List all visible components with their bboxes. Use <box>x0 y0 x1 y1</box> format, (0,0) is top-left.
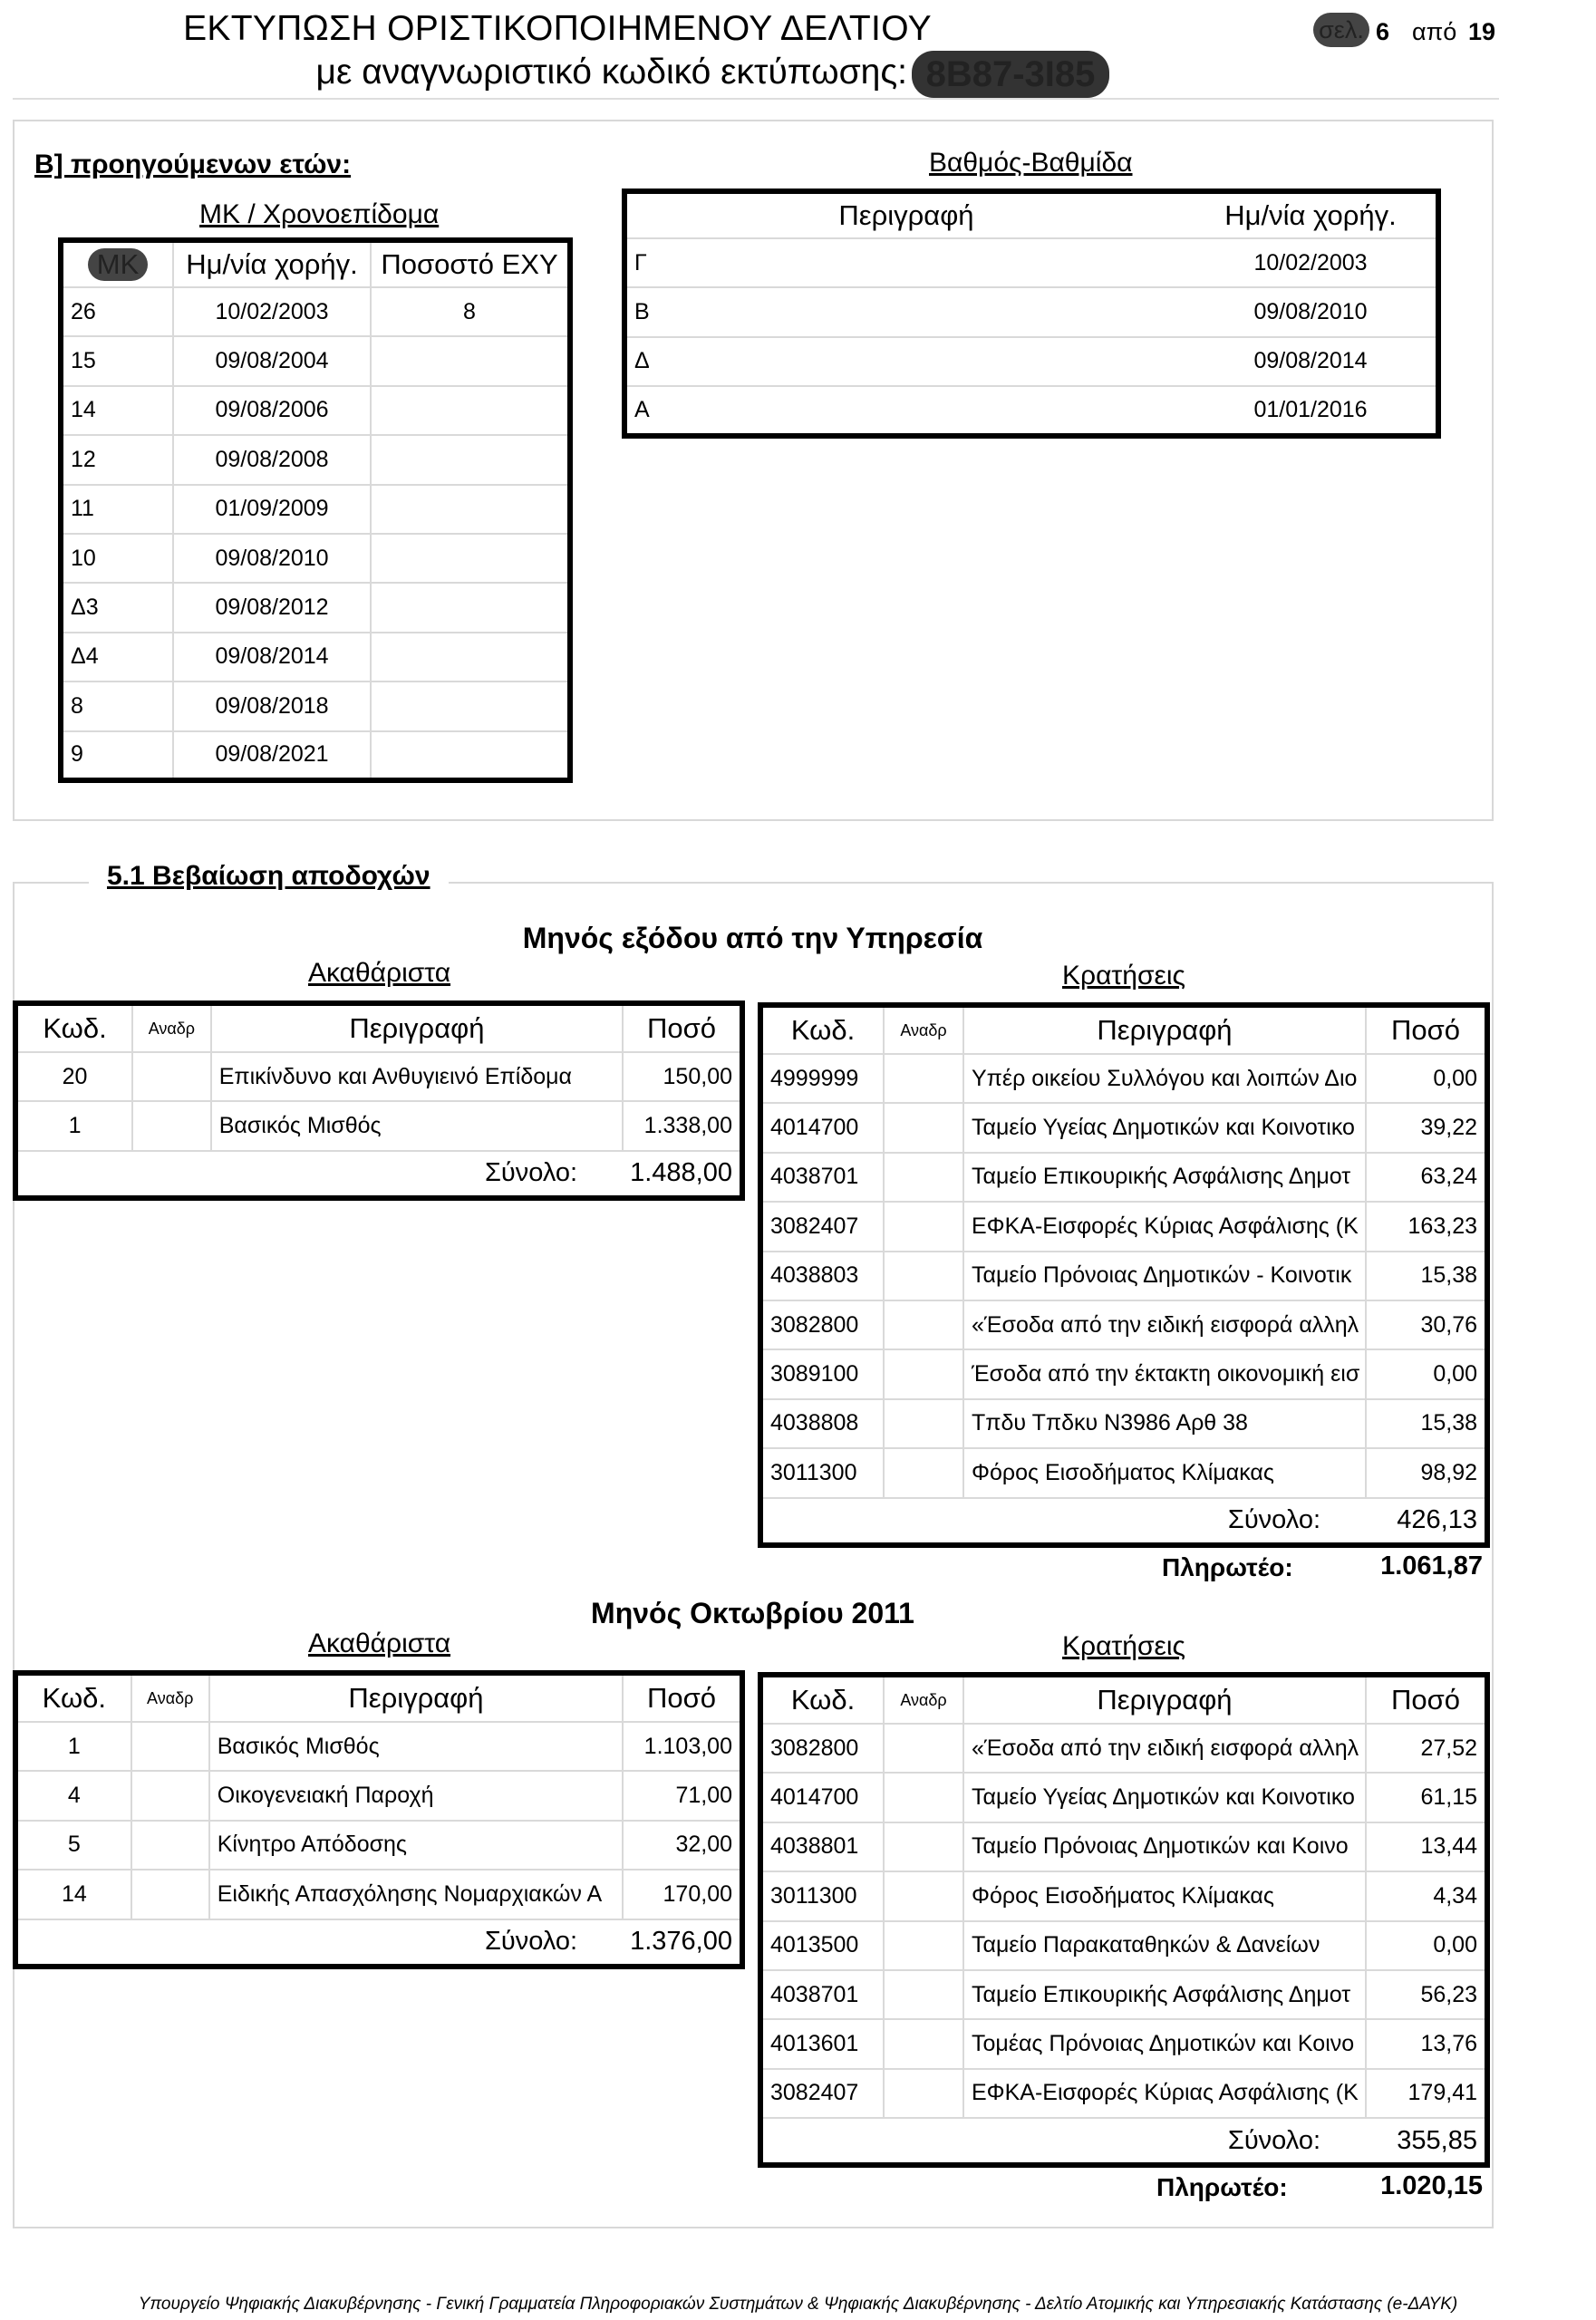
ded-row-retro <box>884 1252 963 1300</box>
gross-col-retro: Αναδρ <box>132 1003 211 1052</box>
ded-row-retro <box>884 1103 963 1152</box>
grade-date: 10/02/2003 <box>1185 238 1438 287</box>
grade-row <box>624 287 1438 336</box>
ded-row <box>760 1773 1487 1822</box>
ded-total-value: 426,13 <box>1366 1498 1487 1545</box>
month2-deductions-title: Κρατήσεις <box>1062 1631 1185 1661</box>
gross-row-description: Κίνητρο Απόδοσης <box>209 1821 623 1870</box>
mk-row <box>61 435 570 484</box>
mk-percent <box>371 731 570 780</box>
mk-percent <box>371 583 570 632</box>
gross-col-code: Κωδ. <box>42 1682 107 1714</box>
ded-row-description: Υπέρ οικείου Συλλόγου και λοιπών Διο <box>963 1054 1366 1103</box>
ded-row-description: Ταμείο Υγείας Δημοτικών και Κοινοτικο <box>963 1773 1366 1822</box>
month1-pay-total: 1.061,87 <box>1380 1552 1483 1580</box>
gross-total-label: Σύνολο: <box>15 1919 623 1967</box>
gross-total-value: 1.488,00 <box>623 1151 742 1198</box>
print-code-badge: 8B87-3I85 <box>912 51 1109 98</box>
mk-row <box>61 287 570 336</box>
ded-row-code: 4038803 <box>760 1252 884 1300</box>
ded-row-code: 3011300 <box>760 1871 884 1920</box>
ded-row-retro <box>884 1773 963 1822</box>
mk-percent <box>371 682 570 730</box>
mk-row <box>61 583 570 632</box>
gross-row-amount: 32,00 <box>623 1821 742 1870</box>
ded-row-code: 4038801 <box>760 1822 884 1871</box>
ded-row-amount: 15,38 <box>1366 1399 1487 1448</box>
mk-code: 8 <box>61 682 173 730</box>
grade-desc: Δ <box>624 337 1185 386</box>
mk-code: 10 <box>61 534 173 583</box>
ded-row-description: Φόρος Εισοδήματος Κλίμακας <box>963 1871 1366 1920</box>
mk-percent: 8 <box>371 287 570 336</box>
ded-row-description: «Έσοδα από την ειδική εισφορά αλληλ <box>963 1724 1366 1773</box>
ded-row-description: Φόρος Εισοδήματος Κλίμακας <box>963 1448 1366 1497</box>
mk-percent <box>371 633 570 682</box>
ded-total-row <box>760 1498 1487 1545</box>
ded-row-amount: 179,41 <box>1366 2069 1487 2118</box>
mk-date: 09/08/2008 <box>173 435 371 484</box>
ded-row <box>760 1724 1487 1773</box>
grade-desc: Α <box>624 386 1185 435</box>
ded-col-code: Κωδ. <box>790 1014 856 1046</box>
gross-row-amount: 1.103,00 <box>623 1722 742 1771</box>
ded-row-code: 3011300 <box>760 1448 884 1497</box>
ded-col-description: Περιγραφή <box>963 1675 1366 1724</box>
mk-code: 14 <box>61 386 173 435</box>
mk-date: 09/08/2010 <box>173 534 371 583</box>
gross-row-code: 20 <box>15 1052 132 1101</box>
ded-row-code: 4038701 <box>760 1153 884 1202</box>
ded-total-label: Σύνολο: <box>760 1498 1366 1545</box>
ded-col-retro: Αναδρ <box>884 1005 963 1054</box>
gross-col-amount: Ποσό <box>623 1673 742 1722</box>
mk-row <box>61 336 570 385</box>
ded-row <box>760 1153 1487 1202</box>
ded-col-amount: Ποσό <box>1366 1675 1487 1724</box>
ded-row-amount: 0,00 <box>1366 1349 1487 1398</box>
grade-desc: Β <box>624 287 1185 336</box>
gross-row-amount: 150,00 <box>623 1052 742 1101</box>
gross-row-description: Βασικός Μισθός <box>211 1101 623 1150</box>
grade-date: 09/08/2010 <box>1185 287 1438 336</box>
mk-row <box>61 534 570 583</box>
ded-row-retro <box>884 2069 963 2118</box>
print-code-label: με αναγνωριστικό κωδικό εκτύπωσης: <box>315 53 907 92</box>
gross-col-amount: Ποσό <box>623 1003 742 1052</box>
ded-row-retro <box>884 1448 963 1497</box>
ded-header-row <box>760 1675 1487 1724</box>
ded-row <box>760 1252 1487 1300</box>
month1-pay-label: Πληρωτέο: <box>1162 1553 1293 1581</box>
ded-row-retro <box>884 2019 963 2068</box>
mk-date: 09/08/2006 <box>173 386 371 435</box>
mk-percent <box>371 435 570 484</box>
ded-row-description: ΕΦΚΑ-Εισφορές Κύριας Ασφάλισης (Κ <box>963 1202 1366 1251</box>
ded-row-amount: 98,92 <box>1366 1448 1487 1497</box>
ded-row-amount: 30,76 <box>1366 1300 1487 1349</box>
mk-code: Δ4 <box>61 633 173 682</box>
ded-row <box>760 2019 1487 2068</box>
ded-row <box>760 1054 1487 1103</box>
ded-row <box>760 1822 1487 1871</box>
page-number: 6 <box>1376 18 1390 45</box>
gross-row-retro <box>131 1821 209 1870</box>
gross-row-code: 4 <box>15 1771 131 1820</box>
gross-row-retro <box>132 1052 211 1101</box>
ded-row-retro <box>884 1399 963 1448</box>
ded-row-retro <box>884 1724 963 1773</box>
ded-row <box>760 1300 1487 1349</box>
ded-total-row <box>760 2118 1487 2165</box>
gross-total-label: Σύνολο: <box>15 1151 623 1198</box>
gross-row-description: Οικογενειακή Παροχή <box>209 1771 623 1820</box>
ded-row-description: Τομέας Πρόνοιας Δημοτικών και Κοινο <box>963 2019 1366 2068</box>
ded-row <box>760 1103 1487 1152</box>
ded-row-code: 4013500 <box>760 1921 884 1970</box>
mk-col-date: Ημ/νία χορήγ. <box>173 240 371 287</box>
mk-row <box>61 386 570 435</box>
ded-row-retro <box>884 1921 963 1970</box>
mk-table <box>58 237 573 783</box>
grade-table-title: Βαθμός-Βαθμίδα <box>929 148 1133 178</box>
ded-row-retro <box>884 1300 963 1349</box>
gross-row <box>15 1052 742 1101</box>
mk-percent <box>371 485 570 534</box>
ded-row-description: Ταμείο Παρακαταθηκών & Δανείων <box>963 1921 1366 1970</box>
ded-row-code: 3082800 <box>760 1724 884 1773</box>
mk-date: 10/02/2003 <box>173 287 371 336</box>
grade-col-desc: Περιγραφή <box>838 199 974 231</box>
grade-row <box>624 238 1438 287</box>
ded-row-description: Ταμείο Υγείας Δημοτικών και Κοινοτικο <box>963 1103 1366 1152</box>
ded-row-retro <box>884 1822 963 1871</box>
section-51-title: 5.1 Βεβαίωση αποδοχών <box>89 861 449 892</box>
gross-row-description: Βασικός Μισθός <box>209 1722 623 1771</box>
month1-title: Μηνός εξόδου από την Υπηρεσία <box>522 922 983 954</box>
gross-col-retro: Αναδρ <box>131 1673 209 1722</box>
month1-gross-title: Ακαθάριστα <box>308 958 451 988</box>
month1-gross-table <box>13 1000 745 1201</box>
gross-total-row <box>15 1919 742 1967</box>
ded-row <box>760 1871 1487 1920</box>
footer-text: Υπουργείο Ψηφιακής Διακυβέρνησης - Γενική Γραμματεία Πληροφοριακών Συστημάτων & Ψηφιακής Διακυβέρνησης - Δελτίο Ατομικής και Υπηρεσιακής Κατάστασης (e-ΔΑΥΚ) <box>138 2295 1458 2314</box>
ded-row-amount: 4,34 <box>1366 1871 1487 1920</box>
ded-row-retro <box>884 1054 963 1103</box>
grade-date: 09/08/2014 <box>1185 337 1438 386</box>
section-b-title: Β] προηγούμενων ετών: <box>34 150 352 179</box>
mk-row <box>61 731 570 780</box>
mk-code: 26 <box>61 287 173 336</box>
gross-row <box>15 1722 742 1771</box>
ded-row-code: 4014700 <box>760 1103 884 1152</box>
ded-row-amount: 56,23 <box>1366 1970 1487 2019</box>
gross-row-description: Επικίνδυνο και Ανθυγιεινό Επίδομα <box>211 1052 623 1101</box>
grade-row <box>624 337 1438 386</box>
mk-col-percent: Ποσοστό ΕΧΥ <box>371 240 570 287</box>
mk-date: 09/08/2018 <box>173 682 371 730</box>
ded-total-label: Σύνολο: <box>760 2118 1366 2165</box>
gross-row <box>15 1101 742 1150</box>
month2-gross-title: Ακαθάριστα <box>308 1629 451 1658</box>
ded-row-amount: 0,00 <box>1366 1054 1487 1103</box>
mk-code: Δ3 <box>61 583 173 632</box>
mk-row <box>61 682 570 730</box>
ded-row <box>760 1202 1487 1251</box>
mk-code: 12 <box>61 435 173 484</box>
document-title: ΕΚΤΥΠΩΣΗ ΟΡΙΣΤΙΚΟΠΟΙΗΜΕΝΟΥ ΔΕΛΤΙΟΥ <box>183 9 932 48</box>
mk-date: 09/08/2004 <box>173 336 371 385</box>
gross-row <box>15 1870 742 1919</box>
month2-gross-table <box>13 1670 745 1969</box>
ded-total-value: 355,85 <box>1366 2118 1487 2165</box>
month2-deductions-table <box>758 1672 1490 2168</box>
gross-total-value: 1.376,00 <box>623 1919 742 1967</box>
mk-percent <box>371 336 570 385</box>
grade-col-date: Ημ/νία χορήγ. <box>1224 199 1397 231</box>
ded-row-retro <box>884 1349 963 1398</box>
page-label-badge: σελ. <box>1313 13 1369 47</box>
mk-header-row <box>61 240 570 287</box>
grade-desc: Γ <box>624 238 1185 287</box>
gross-total-row <box>15 1151 742 1198</box>
month1-deductions-title: Κρατήσεις <box>1062 961 1185 991</box>
ded-row-amount: 63,24 <box>1366 1153 1487 1202</box>
ded-row-amount: 39,22 <box>1366 1103 1487 1152</box>
ded-row-code: 4013601 <box>760 2019 884 2068</box>
ded-row-description: Ταμείο Επικουρικής Ασφάλισης Δημοτ <box>963 1153 1366 1202</box>
gross-row-amount: 170,00 <box>623 1870 742 1919</box>
ded-col-amount: Ποσό <box>1366 1005 1487 1054</box>
mk-code: 15 <box>61 336 173 385</box>
grade-row <box>624 386 1438 435</box>
month2-pay-label: Πληρωτέο: <box>1156 2173 1288 2201</box>
ded-row-description: Ταμείο Πρόνοιας Δημοτικών και Κοινο <box>963 1822 1366 1871</box>
month2-pay-total: 1.020,15 <box>1380 2171 1483 2200</box>
mk-date: 09/08/2021 <box>173 731 371 780</box>
ded-row-code: 4999999 <box>760 1054 884 1103</box>
gross-row-code: 14 <box>15 1870 131 1919</box>
gross-header-row <box>15 1673 742 1722</box>
gross-row-retro <box>131 1722 209 1771</box>
ded-row-amount: 61,15 <box>1366 1773 1487 1822</box>
ded-row-description: «Έσοδα από την ειδική εισφορά αλληλ <box>963 1300 1366 1349</box>
gross-row-retro <box>132 1101 211 1150</box>
mk-percent <box>371 386 570 435</box>
grade-table <box>622 188 1441 439</box>
ded-row-retro <box>884 1871 963 1920</box>
grade-date: 01/01/2016 <box>1185 386 1438 435</box>
ded-row <box>760 1399 1487 1448</box>
gross-row-code: 1 <box>15 1101 132 1150</box>
month1-deductions-table <box>758 1002 1490 1548</box>
ded-row-description: Τπδυ Τπδκυ Ν3986 Αρθ 38 <box>963 1399 1366 1448</box>
gross-col-code: Κωδ. <box>43 1012 107 1044</box>
ded-row <box>760 2069 1487 2118</box>
ded-row-amount: 13,44 <box>1366 1822 1487 1871</box>
mk-row <box>61 485 570 534</box>
mk-col-mk: ΜΚ <box>61 240 173 287</box>
ded-row <box>760 1448 1487 1497</box>
mk-code: 11 <box>61 485 173 534</box>
gross-row-retro <box>131 1771 209 1820</box>
mk-percent <box>371 534 570 583</box>
ded-col-description: Περιγραφή <box>963 1005 1366 1054</box>
ded-row-amount: 15,38 <box>1366 1252 1487 1300</box>
mk-code: 9 <box>61 731 173 780</box>
gross-header-row <box>15 1003 742 1052</box>
ded-row-code: 4038808 <box>760 1399 884 1448</box>
ded-row-code: 3082407 <box>760 1202 884 1251</box>
ded-row-description: Ταμείο Επικουρικής Ασφάλισης Δημοτ <box>963 1970 1366 2019</box>
ded-row-amount: 0,00 <box>1366 1921 1487 1970</box>
month2-title: Μηνός Οκτωβρίου 2011 <box>591 1597 914 1629</box>
ded-row-retro <box>884 1202 963 1251</box>
grade-header-row <box>624 191 1438 238</box>
ded-row-retro <box>884 1970 963 2019</box>
ded-row-amount: 13,76 <box>1366 2019 1487 2068</box>
mk-table-title: ΜΚ / Χρονοεπίδομα <box>199 199 440 229</box>
gross-row-code: 5 <box>15 1821 131 1870</box>
mk-row <box>61 633 570 682</box>
ded-row-retro <box>884 1153 963 1202</box>
ded-row-code: 3082800 <box>760 1300 884 1349</box>
gross-row-code: 1 <box>15 1722 131 1771</box>
ded-row-code: 3082407 <box>760 2069 884 2118</box>
ded-row <box>760 1349 1487 1398</box>
ded-row-description: ΕΦΚΑ-Εισφορές Κύριας Ασφάλισης (Κ <box>963 2069 1366 2118</box>
ded-row-code: 4038701 <box>760 1970 884 2019</box>
ded-row-code: 4014700 <box>760 1773 884 1822</box>
gross-row-amount: 1.338,00 <box>623 1101 742 1150</box>
mk-date: 01/09/2009 <box>173 485 371 534</box>
ded-row-description: Ταμείο Πρόνοιας Δημοτικών - Κοινοτικ <box>963 1252 1366 1300</box>
gross-row-retro <box>131 1870 209 1919</box>
gross-row <box>15 1821 742 1870</box>
ded-row-code: 3089100 <box>760 1349 884 1398</box>
ded-row <box>760 1970 1487 2019</box>
gross-row-amount: 71,00 <box>623 1771 742 1820</box>
mk-date: 09/08/2012 <box>173 583 371 632</box>
gross-col-description: Περιγραφή <box>209 1673 623 1722</box>
ded-row-amount: 27,52 <box>1366 1724 1487 1773</box>
ded-header-row <box>760 1005 1487 1054</box>
page-total: 19 <box>1468 18 1496 45</box>
mk-date: 09/08/2014 <box>173 633 371 682</box>
gross-row-description: Ειδικής Απασχόλησης Νομαρχιακών Α <box>209 1870 623 1919</box>
header-divider <box>13 98 1499 100</box>
gross-col-description: Περιγραφή <box>211 1003 623 1052</box>
page-of-label: από <box>1412 18 1457 45</box>
ded-row <box>760 1921 1487 1970</box>
ded-col-retro: Αναδρ <box>884 1675 963 1724</box>
ded-row-amount: 163,23 <box>1366 1202 1487 1251</box>
ded-col-code: Κωδ. <box>790 1684 856 1716</box>
ded-row-description: Έσοδα από την έκτακτη οικονομική εισ <box>963 1349 1366 1398</box>
gross-row <box>15 1771 742 1820</box>
